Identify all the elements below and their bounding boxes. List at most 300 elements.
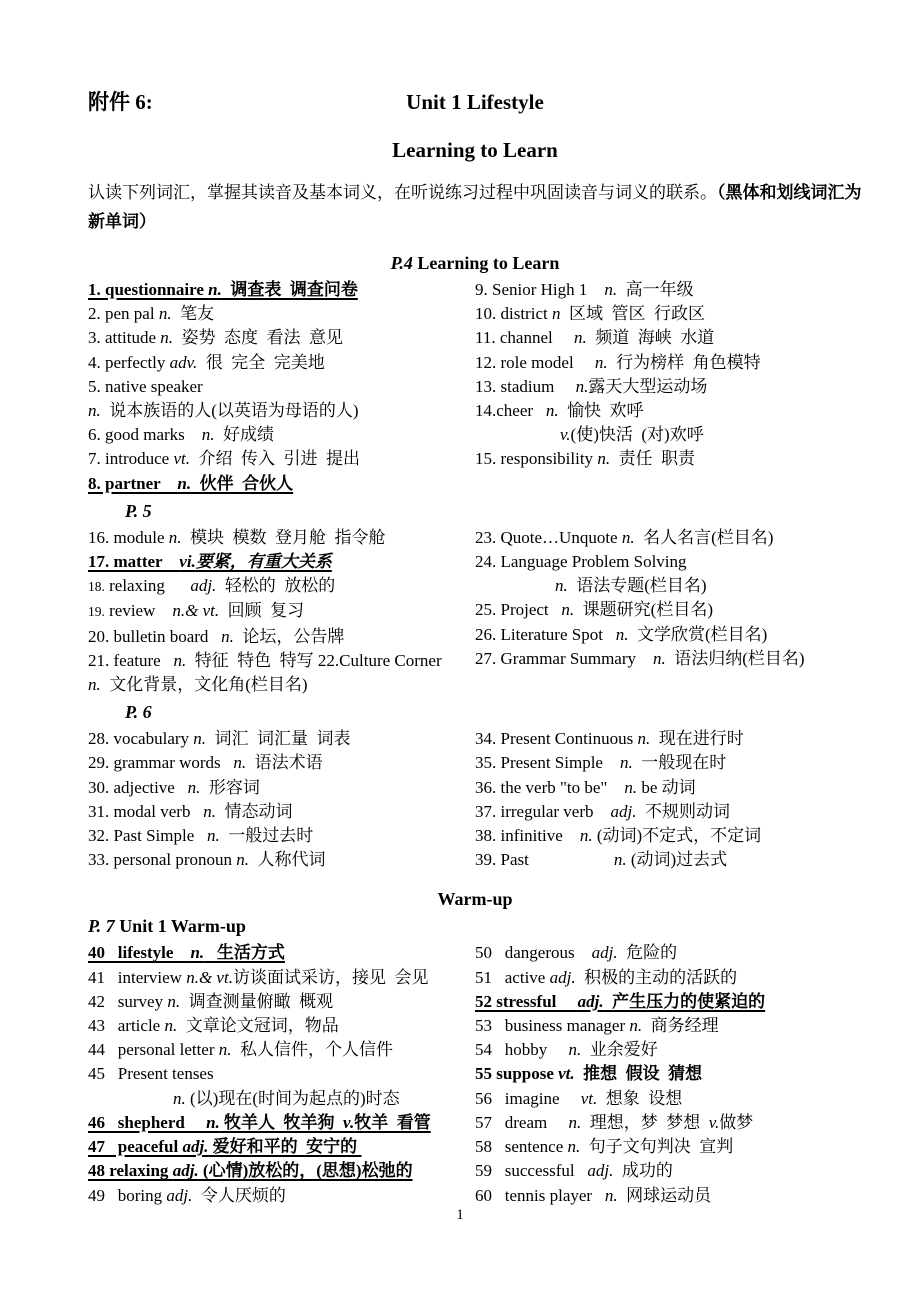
vocab-line <box>88 278 475 302</box>
text-segment: 一般现在时 <box>632 753 727 773</box>
text-segment: 60 tennis player <box>475 1185 605 1205</box>
text-segment: 轻松的 放松的 <box>216 576 336 596</box>
text-segment: 33. personal pronoun <box>88 850 237 870</box>
text-segment: 50 dangerous <box>475 943 592 963</box>
vocab-line-text <box>475 992 765 1011</box>
text-segment: n. <box>555 576 568 596</box>
text-segment: 42 survey <box>88 991 168 1011</box>
vocab-line <box>88 1135 475 1159</box>
doc-subtitle: Learning to Learn <box>392 138 558 162</box>
text-segment: 理想，梦 梦想 <box>581 1112 709 1132</box>
vocab-item <box>88 1014 475 1038</box>
vocab-line <box>88 625 475 649</box>
vocab-line <box>475 1159 862 1183</box>
vocab-item <box>88 351 475 375</box>
vocab-line-text <box>475 1137 733 1156</box>
text-segment: 很 完全 完美地 <box>197 352 325 372</box>
vocab-line-text <box>475 377 707 396</box>
text-segment: adj. <box>172 1161 199 1181</box>
text-segment: n. <box>653 648 666 668</box>
vocab-line-text <box>88 968 428 987</box>
vocab-line <box>88 727 475 751</box>
vocab-item <box>475 550 862 598</box>
vocab-line <box>88 351 475 375</box>
text-segment: n. <box>575 376 589 396</box>
text-segment: 37. irregular verb <box>475 801 611 821</box>
vocab-line-text <box>475 528 773 547</box>
vocab-line <box>88 776 475 800</box>
text-segment: 47 peaceful <box>88 1137 183 1157</box>
vocab-line-text <box>88 1113 431 1132</box>
text-segment: n. <box>629 1016 643 1036</box>
vocab-line-text <box>475 1113 753 1132</box>
text-segment: 现在进行时 <box>650 729 744 749</box>
text-segment: Learning to Learn <box>417 253 560 273</box>
text-segment: 7. introduce <box>88 449 174 469</box>
text-segment: 牧羊人 牧羊狗 <box>219 1112 344 1132</box>
text-segment: relaxing <box>104 576 191 596</box>
vocab-line-text <box>88 992 333 1011</box>
text-segment: (使)快活 (对)欢呼 <box>570 425 704 445</box>
vocab-line <box>475 941 862 965</box>
doc-title: Unit 1 Lifestyle <box>406 90 544 114</box>
text-segment: 不规则动词 <box>636 801 730 821</box>
text-segment: n. <box>208 280 222 299</box>
text-segment: 句子文句判决 宣判 <box>580 1137 734 1157</box>
text-segment: n. <box>579 826 593 846</box>
vocab-item <box>88 1159 475 1183</box>
vocab-line-text <box>88 850 326 869</box>
vocab-line-text <box>88 675 308 694</box>
text-segment: 49 boring <box>88 1185 167 1205</box>
text-segment: 51 active <box>475 967 550 987</box>
text-segment: 5. native speaker <box>88 376 203 396</box>
text-segment: 高一年级 <box>617 280 694 299</box>
text-segment: 露天大型运动场 <box>588 376 708 396</box>
text-segment: adj. <box>182 1137 209 1157</box>
text-segment: 28. vocabulary <box>88 729 194 749</box>
text-segment: 特征 特色 特写 22.Culture Corner <box>186 650 442 670</box>
vocab-item <box>475 751 862 775</box>
text-segment: 23. Quote…Unquote <box>475 527 622 547</box>
text-segment: 生活方式 <box>204 943 285 963</box>
text-segment: 词汇 词汇量 词表 <box>206 729 351 749</box>
vocab-line-text <box>88 1186 286 1205</box>
text-segment: n. <box>206 1112 220 1132</box>
text-segment: n. <box>168 527 182 547</box>
text-segment: 53 business manager <box>475 1016 630 1036</box>
vocab-line-text <box>88 753 323 772</box>
p6-columns <box>88 727 862 872</box>
vocab-line-text <box>475 1186 711 1205</box>
text-segment: 2. pen pal <box>88 304 159 324</box>
text-segment: n. <box>567 1137 581 1157</box>
text-segment: P.4 <box>390 253 418 273</box>
vocab-item <box>475 1135 862 1159</box>
text-segment: 文学欣赏(栏目名) <box>628 624 768 644</box>
vocab-line <box>475 1135 862 1159</box>
text-segment: n. <box>613 850 627 870</box>
vocab-line <box>88 673 475 697</box>
p6-header <box>125 700 862 724</box>
text-segment: v. <box>708 1112 720 1132</box>
text-segment: 文化背景，文化角(栏目名) <box>100 675 308 695</box>
vocab-item <box>475 824 862 848</box>
vocab-line-text <box>475 328 714 347</box>
text-segment: 好成绩 <box>214 425 275 445</box>
text-segment: 8. partner <box>88 473 178 493</box>
vocab-item <box>475 278 862 302</box>
vocab-item <box>88 1111 475 1135</box>
vocab-item <box>88 941 475 965</box>
vocab-line-text <box>88 328 343 347</box>
p5-header <box>125 499 862 523</box>
vocab-line <box>88 599 475 624</box>
text-segment: n. <box>167 991 181 1011</box>
text-segment: 56 imagine <box>475 1088 581 1108</box>
vocab-item <box>88 751 475 775</box>
vocab-item <box>475 302 862 326</box>
text-segment: (动词)不定式，不定词 <box>592 826 762 846</box>
text-segment: n. <box>173 650 187 670</box>
vocab-item <box>475 1159 862 1183</box>
text-segment: n. <box>615 624 629 644</box>
text-segment: 54 hobby <box>475 1040 569 1060</box>
text-segment: 商务经理 <box>642 1016 719 1036</box>
text-segment: 30. adjective <box>88 777 188 797</box>
vocab-item <box>88 447 475 471</box>
vocab-line <box>475 423 862 447</box>
vocab-line-text <box>173 1089 400 1108</box>
text-segment: 10. district <box>475 304 552 324</box>
text-segment: P. 6 <box>125 702 152 723</box>
text-segment: n. <box>201 425 215 445</box>
text-segment: 牧羊 看管 <box>354 1112 431 1132</box>
vocab-line <box>475 326 862 350</box>
text-segment: 38. infinitive <box>475 826 580 846</box>
vocab-line <box>88 423 475 447</box>
vocab-line <box>475 1038 862 1062</box>
warmup-header <box>88 887 862 911</box>
text-segment: 名人名言(栏目名) <box>634 527 774 547</box>
vocab-line <box>88 472 475 496</box>
text-segment: 推想 假设 猜想 <box>574 1064 703 1084</box>
text-segment: 13. stadium <box>475 376 576 396</box>
vocab-line <box>88 1038 475 1062</box>
vocab-line <box>475 647 862 671</box>
text-segment: 4. perfectly <box>88 352 170 372</box>
column-left <box>88 278 475 496</box>
vocab-item <box>475 1038 862 1062</box>
text-segment: Warm-up <box>437 889 513 910</box>
vocab-item <box>475 776 862 800</box>
text-segment: n.& vt. <box>186 967 233 987</box>
text-segment: 姿势 态度 看法 意见 <box>172 328 343 348</box>
vocab-item <box>475 941 862 965</box>
text-segment: adj. <box>577 991 604 1011</box>
text-segment: 想象 设想 <box>597 1088 683 1108</box>
text-segment: 一般过去时 <box>219 826 314 846</box>
vocab-line <box>475 302 862 326</box>
vocab-line-text <box>475 826 761 845</box>
text-segment: 19. <box>88 604 105 620</box>
vocab-item <box>88 776 475 800</box>
text-segment: 愉快 欢呼 <box>558 401 644 421</box>
text-segment: n. <box>624 777 638 797</box>
text-segment: 做梦 <box>719 1112 754 1132</box>
text-segment: 3. attitude <box>88 328 161 348</box>
p5-columns <box>88 526 862 697</box>
text-segment: 20. bulletin board <box>88 626 222 646</box>
vocab-line-text <box>88 449 360 468</box>
text-segment: n. <box>568 1112 582 1132</box>
vocab-item <box>88 375 475 423</box>
text-segment: n. <box>236 850 250 870</box>
text-segment: n <box>551 304 561 324</box>
text-segment: 责任 职责 <box>610 449 696 469</box>
warmup-columns <box>88 941 862 1207</box>
vocab-line <box>88 1184 475 1208</box>
vocab-line-text <box>88 528 386 547</box>
text-segment: 访谈面试采访，接见 会见 <box>232 967 429 987</box>
vocab-item <box>88 800 475 824</box>
vocab-line <box>88 1014 475 1038</box>
vocab-item <box>475 1111 862 1135</box>
vocab-line <box>475 966 862 990</box>
text-segment: 成功的 <box>613 1161 673 1181</box>
text-segment: 26. Literature Spot <box>475 624 616 644</box>
vocab-line-text <box>88 280 358 299</box>
text-segment: vt. <box>173 449 190 469</box>
text-segment: n. <box>177 473 192 493</box>
vocab-line <box>475 1184 862 1208</box>
intro-paragraph <box>88 178 862 236</box>
text-segment: 说本族语的人(以英语为母语的人) <box>100 401 359 421</box>
text-segment: 43 article <box>88 1016 165 1036</box>
text-segment: 爱好和平的 安宁的 <box>208 1137 362 1157</box>
text-segment: be 动词 <box>637 777 696 797</box>
text-segment: adj. <box>610 801 637 821</box>
text-segment: n. <box>203 801 216 821</box>
text-segment: adj. <box>587 1161 614 1181</box>
vocab-item <box>88 848 475 872</box>
vocab-line <box>475 1111 862 1135</box>
vocab-line <box>88 526 475 550</box>
vocab-line-text <box>88 401 359 420</box>
vocab-line <box>475 526 862 550</box>
text-segment: 57 dream <box>475 1112 569 1132</box>
text-segment: n. <box>597 449 611 469</box>
vocab-item <box>475 1184 862 1208</box>
vocab-sections <box>88 251 862 1208</box>
p4-header <box>88 251 862 275</box>
vocab-item <box>475 351 862 375</box>
vocab-line-text <box>475 1040 658 1059</box>
text-segment: 11. channel <box>475 328 574 348</box>
vocab-item <box>88 599 475 624</box>
column-right <box>475 941 862 1207</box>
text-segment: n. <box>190 943 205 963</box>
text-segment: 24. Language Problem Solving <box>475 552 687 572</box>
text-segment: 59 successful <box>475 1161 588 1181</box>
vocab-line <box>475 1014 862 1038</box>
text-segment: 回顾 复习 <box>219 601 305 621</box>
vocab-item <box>475 848 862 872</box>
vocab-line-text <box>88 1040 393 1059</box>
vocab-item <box>475 1014 862 1038</box>
text-segment: n. <box>619 753 633 773</box>
vocab-line <box>475 1087 862 1111</box>
text-segment: 网球运动员 <box>617 1185 712 1205</box>
vocab-line <box>88 848 475 872</box>
text-segment: 41 interview <box>88 967 187 987</box>
text-segment: 模块 模数 登月舱 指令舱 <box>181 527 386 547</box>
vocab-line-text <box>88 576 335 595</box>
vocab-line-text <box>475 1064 702 1083</box>
vocab-line-text <box>88 1161 413 1180</box>
text-segment: 17. matter <box>88 552 180 572</box>
vocab-line <box>475 623 862 647</box>
text-segment: 区域 管区 行政区 <box>560 304 705 324</box>
vocab-line-text <box>475 552 687 571</box>
vocab-line-text <box>88 651 442 670</box>
text-segment: 调查表 调查问卷 <box>221 280 358 299</box>
text-segment: (以)现在(时间为起点的)时态 <box>185 1088 400 1108</box>
text-segment: 情态动词 <box>215 801 293 821</box>
text-segment: n. <box>88 675 101 695</box>
vocab-item <box>475 1087 862 1111</box>
text-segment: v. <box>343 1112 355 1132</box>
text-segment: 语法专题(栏目名) <box>567 576 707 596</box>
text-segment: 31. modal verb <box>88 801 204 821</box>
text-segment: 论坛，公告牌 <box>233 626 345 646</box>
text-segment: n. <box>158 304 172 324</box>
vocab-item <box>88 727 475 751</box>
vocab-item <box>88 966 475 990</box>
vocab-line-text <box>88 1016 339 1035</box>
text-segment: 46 shepherd <box>88 1112 207 1132</box>
text-segment: 调查测量俯瞰 概观 <box>180 991 334 1011</box>
vocab-line <box>88 326 475 350</box>
text-segment: 课题研究(栏目名) <box>574 600 713 620</box>
text-segment: 12. role model <box>475 352 595 372</box>
vocab-item <box>88 1038 475 1062</box>
vocab-item <box>475 598 862 622</box>
vocab-line <box>475 399 862 423</box>
text-segment: 伙伴 合伙人 <box>191 473 294 493</box>
text-segment: n. <box>621 527 635 547</box>
vocab-item <box>475 800 862 824</box>
intro-bold-note: （黑体和划线词汇为新单词） <box>88 183 862 231</box>
vocab-line <box>475 375 862 399</box>
vocab-item <box>475 990 862 1014</box>
page-number: 1 <box>456 1207 464 1223</box>
text-segment: 35. Present Simple <box>475 753 620 773</box>
vocab-item <box>88 1135 475 1159</box>
vocab-line <box>88 824 475 848</box>
vocab-line <box>88 649 475 673</box>
vocab-line-text <box>88 304 214 323</box>
text-segment: n. <box>88 401 101 421</box>
vocab-line <box>88 990 475 1014</box>
vocab-line <box>88 574 475 599</box>
vocab-item <box>475 399 862 447</box>
text-segment: 6. good marks <box>88 425 202 445</box>
vocab-line <box>88 1111 475 1135</box>
text-segment: 16. module <box>88 527 169 547</box>
vocab-line-text <box>88 826 313 845</box>
vocab-line <box>88 800 475 824</box>
text-segment: 32. Past Simple <box>88 826 208 846</box>
vocab-line-text <box>475 304 705 323</box>
vocab-item <box>475 375 862 399</box>
text-segment: 形容词 <box>200 777 260 797</box>
vocab-line <box>88 302 475 326</box>
vocab-line-text <box>475 968 737 987</box>
vocab-line <box>475 550 862 574</box>
text-segment: n. <box>207 826 220 846</box>
vocab-line <box>475 278 862 302</box>
vocab-item <box>88 550 475 574</box>
text-segment: 危险的 <box>617 943 678 963</box>
vocab-item <box>475 447 862 471</box>
vocab-line-text <box>475 778 696 797</box>
vocab-line-text <box>88 778 260 797</box>
text-segment: v. <box>560 425 571 445</box>
text-segment: 语法归纳(栏目名) <box>665 648 805 668</box>
vocab-line <box>88 966 475 990</box>
text-segment: n. <box>160 328 173 348</box>
text-segment: 27. Grammar Summary <box>475 648 653 668</box>
vocab-line-text <box>475 280 694 299</box>
vocab-line <box>475 574 862 598</box>
vocab-line-text <box>88 377 203 396</box>
text-segment: 45 Present tenses <box>88 1064 214 1084</box>
vocab-line <box>88 447 475 471</box>
text-segment: 积极的主动的活跃的 <box>575 967 738 987</box>
text-segment: vt. <box>580 1088 598 1108</box>
vocab-item <box>475 647 862 671</box>
text-segment: n. <box>604 1185 618 1205</box>
vocab-item <box>88 574 475 599</box>
vocab-line-text <box>475 753 726 772</box>
vocab-line-text <box>88 552 332 571</box>
vocab-line <box>88 1062 475 1086</box>
text-segment: vt. <box>558 1064 575 1084</box>
vocab-item <box>88 625 475 649</box>
vocab-line-text <box>475 1089 682 1108</box>
text-segment: n. <box>187 777 201 797</box>
text-segment: 频道 海峡 水道 <box>586 328 715 348</box>
vocab-item <box>88 649 475 697</box>
intro-text: 认读下列词汇，掌握其读音及基本词义，在听说练习过程中巩固读音与词义的联系。 <box>88 183 717 202</box>
vocab-line <box>475 598 862 622</box>
column-left <box>88 727 475 872</box>
text-segment: (动词)过去式 <box>626 850 728 870</box>
text-segment: 36. the verb "to be" <box>475 777 625 797</box>
text-segment: vi. <box>179 552 196 572</box>
vocab-line-text <box>475 850 727 869</box>
vocab-line-text <box>88 729 351 748</box>
vocab-item <box>475 526 862 550</box>
vocab-line-text <box>475 802 730 821</box>
vocab-line-text <box>475 943 677 962</box>
text-segment: 要紧，有重大关系 <box>195 552 332 572</box>
text-segment: n. <box>221 626 234 646</box>
vocab-item <box>88 472 475 496</box>
vocab-line <box>88 550 475 574</box>
text-segment: P. 5 <box>125 500 152 521</box>
